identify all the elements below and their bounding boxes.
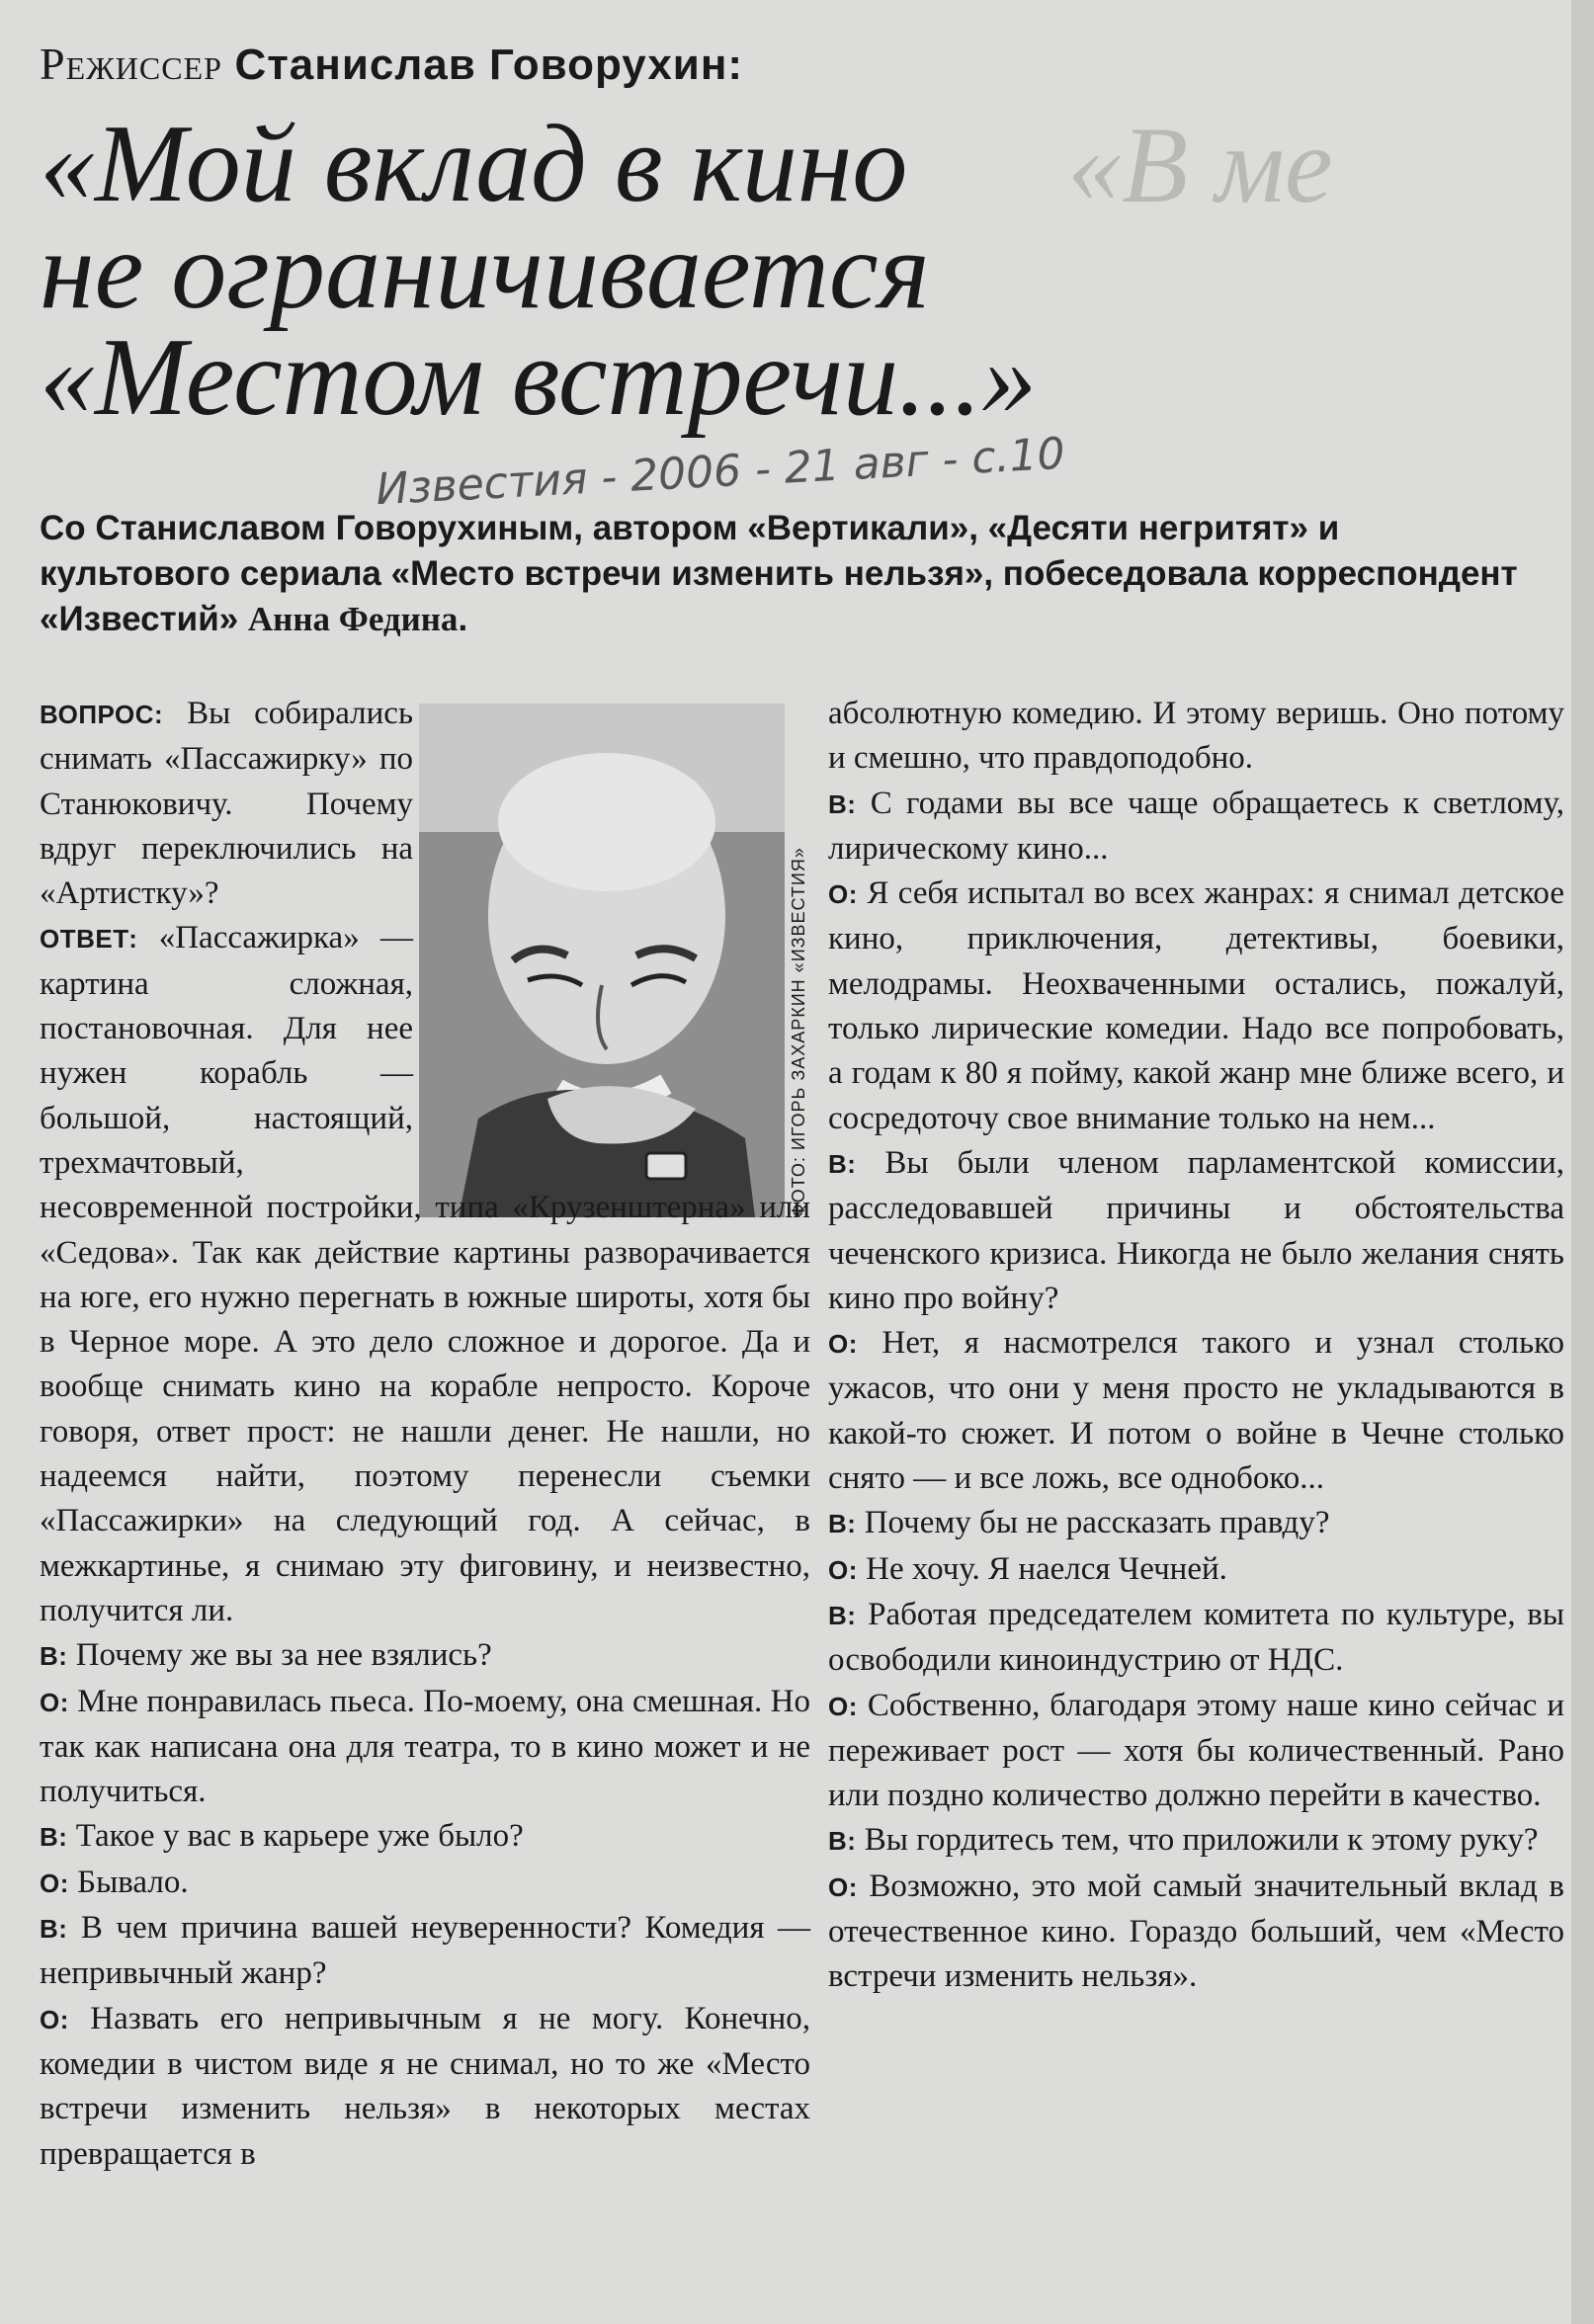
question-paragraph — [828, 1501, 1564, 1546]
answer-paragraph — [828, 1321, 1564, 1501]
article-kicker — [40, 38, 743, 90]
answer-label: О: — [828, 1871, 858, 1902]
answer-paragraph — [40, 1861, 810, 1906]
answer-text: Не хочу. Я наелся Чечней. — [857, 1550, 1227, 1587]
question-text: С годами вы все чаще обращаетесь к светлому, лирическому кино... — [828, 785, 1564, 867]
kicker-name: Станислав Говорухин: — [234, 41, 744, 89]
headline-line: «Мой вклад в кино — [40, 103, 908, 225]
answer-paragraph — [40, 916, 413, 1186]
answer-paragraph — [828, 872, 1564, 1141]
qa-list-right — [828, 782, 1564, 2000]
answer-paragraph — [828, 1547, 1564, 1593]
adjacent-page-edge — [1571, 0, 1594, 2324]
question-label: ВОПРОС: — [40, 700, 164, 729]
article-headline — [40, 103, 1127, 439]
question-text: Почему бы не рассказать правду? — [856, 1505, 1330, 1541]
question-paragraph — [828, 782, 1564, 872]
article-column-left — [40, 692, 810, 2177]
answer-continuation: несовременной постройки, типа «Крузенштерна» или «Седова». Так как действие картины разворачивается на юге, его нужно перегнать в южные широты, хотя бы в Черное море. А это дело сложное и дорогое. Да и вообще снимать кино на корабле непросто. Короче говоря, ответ прост: не нашли денег. Не нашли, но надеемся найти, поэтому перенесли съемки «Пассажирки» на следующий год. А сейчас, в межкартинье, я снимаю эту фиговину, и неизвестно, получится ли. — [40, 1190, 810, 1628]
answer-continuation: абсолютную комедию. И этому веришь. Оно потому и смешно, что правдоподобно. — [828, 696, 1564, 777]
photo-credit: ФОТО: ИГОРЬ ЗАХАРКИН «ИЗВЕСТИЯ» — [789, 847, 808, 1217]
answer-text: «Пассажирка» — картина сложная, постановочная. Для нее нужен корабль — большой, настоящий, трехмачтовый, — [40, 920, 413, 1181]
bleed-through-headline: «В ме — [1067, 109, 1333, 223]
answer-label: О: — [828, 1691, 858, 1721]
answer-paragraph — [40, 1997, 810, 2177]
question-text: Такое у вас в карьере уже было? — [67, 1818, 524, 1855]
question-paragraph — [40, 692, 413, 916]
question-label: В: — [828, 1826, 857, 1857]
question-paragraph — [40, 1633, 810, 1679]
answer-label: О: — [40, 2004, 69, 2034]
question-label: В: — [828, 788, 857, 819]
question-text: Вы были членом парламентской комиссии, расследовавшей причины и обстоятельства чеченского кризиса. Никогда не было желания снять кино про войну? — [828, 1144, 1564, 1316]
question-label: В: — [828, 1509, 857, 1539]
answer-text: Бывало. — [68, 1864, 189, 1900]
handwritten-source-note: Известия - 2006 - 21 авг - с.10 — [375, 428, 1066, 516]
lead-end: . — [458, 600, 468, 638]
answer-label: ОТВЕТ: — [40, 924, 138, 954]
headline-line: «Местом встречи...» — [40, 316, 1038, 439]
lead-text: Со Станиславом Говорухиным, автором «Вертикали», «Десяти негритят» и культового сериала «Место встречи изменить нельзя», побеседовала корреспондент «Известий» — [40, 509, 1518, 638]
question-text: Вы собирались снимать «Пассажирку» по Станюковичу. Почему вдруг переключились на «Артистку»? — [40, 696, 413, 912]
question-text: Вы гордитесь тем, что приложили к этому руку? — [856, 1822, 1539, 1859]
kicker-prefix: Режиссер — [40, 39, 222, 89]
answer-text: Я себя испытал во всех жанрах: я снимал детское кино, приключения, детективы, боевики, мелодрамы. Неохваченными остались, пожалуй, только лирические комедии. Надо все попробовать, а годам к 80 я пойму, какой жанр мне ближе всего, и сосредоточу свое внимание только на нем... — [828, 875, 1564, 1136]
question-paragraph — [40, 1906, 810, 1997]
answer-label: О: — [40, 1687, 69, 1717]
question-text: В чем причина вашей неуверенности? Комедия — непривычный жанр? — [40, 1910, 810, 1992]
question-label: В: — [40, 1822, 68, 1853]
answer-paragraph — [828, 1684, 1564, 1819]
lead-author: Анна Федина — [247, 600, 459, 638]
headline-line: не ограничивается — [40, 209, 930, 332]
answer-label: О: — [828, 879, 858, 910]
answer-text: Нет, я насмотрелся такого и узнал столько ужасов, что они у меня просто не укладываются в какой-то сюжет. И потом о войне в Чечне столько снято — и все ложь, все однобоко... — [828, 1325, 1564, 1497]
answer-label: О: — [828, 1329, 858, 1360]
question-text: Работая председателем комитета по культуре, вы освободили киноиндустрию от НДС. — [828, 1596, 1564, 1679]
question-text: Почему же вы за нее взялись? — [67, 1637, 492, 1674]
question-paragraph — [828, 1593, 1564, 1684]
question-paragraph — [40, 1814, 810, 1860]
question-label: В: — [828, 1148, 857, 1179]
answer-paragraph — [828, 1865, 1564, 2000]
answer-label: О: — [40, 1868, 69, 1898]
question-paragraph — [828, 1141, 1564, 1321]
qa-list-left — [40, 1633, 810, 2177]
answer-text: Мне понравилась пьеса. По-моему, она смешная. Но так как написана она для театра, то в кино может и не получиться. — [40, 1683, 810, 1810]
answer-paragraph — [40, 1680, 810, 1815]
question-label: В: — [40, 1641, 68, 1672]
article-lead — [40, 506, 1532, 642]
answer-text: Собственно, благодаря этому наше кино сейчас и переживает рост — хотя бы количественный. Рано или поздно количество должно перейти в качество. — [828, 1687, 1564, 1814]
question-label: В: — [40, 1914, 68, 1945]
question-paragraph — [828, 1818, 1564, 1864]
question-label: В: — [828, 1600, 857, 1630]
answer-text: Возможно, это мой самый значительный вклад в отечественное кино. Гораздо больший, чем «Место встречи изменить нельзя». — [828, 1868, 1564, 1995]
answer-text: Назвать его непривычным я не могу. Конечно, комедии в чистом виде я не снимал, но то же «Место встречи изменить нельзя» в некоторых местах превращается в — [40, 2000, 810, 2172]
article-column-right — [828, 692, 1564, 2000]
answer-label: О: — [828, 1554, 858, 1585]
